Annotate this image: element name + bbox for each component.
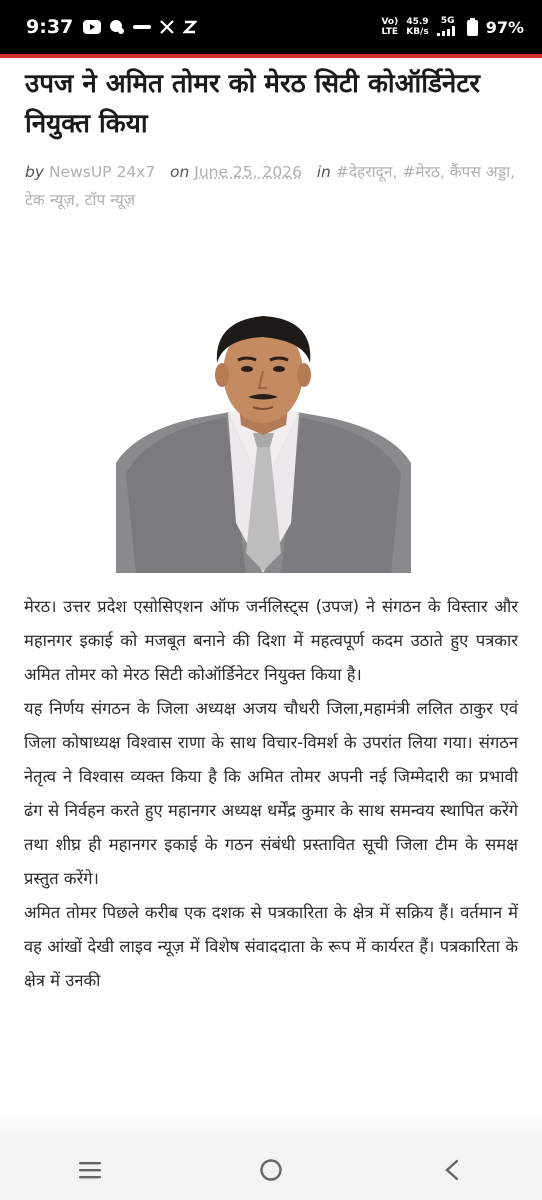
speed-value: 45.9: [406, 17, 429, 27]
article-body: [24, 590, 518, 998]
network-speed: [406, 17, 428, 37]
author-link[interactable]: NewsUP 24x7: [48, 163, 156, 181]
recent-apps-button[interactable]: [70, 1150, 110, 1190]
home-circle-icon: [259, 1158, 283, 1182]
bottom-fade: [0, 1112, 542, 1140]
menu-icon: [79, 1161, 101, 1179]
on-label: on: [170, 163, 190, 181]
in-label: in: [316, 163, 331, 181]
home-button[interactable]: [251, 1150, 291, 1190]
system-nav-bar: [0, 1140, 542, 1200]
date-link[interactable]: June 25, 2026: [194, 163, 302, 181]
x-icon: [159, 19, 175, 35]
status-right: [381, 16, 524, 39]
signal-strength: [437, 16, 459, 39]
category-links[interactable]: #देहरादून, #मेरठ, कैंपस अड्डा, टेक न्यूज़, टॉप न्यूज़: [25, 163, 516, 209]
article-title: उपज ने अमित तोमर को मेरठ सिटी कोऑर्डिनेटर नियुक्त किया: [25, 69, 481, 139]
speed-unit: KB/s: [406, 27, 429, 37]
network-type: [381, 17, 398, 37]
youtube-icon: [83, 20, 101, 34]
article-photo: [116, 313, 411, 573]
network-top: Vo): [381, 17, 399, 27]
back-button[interactable]: [432, 1150, 472, 1190]
battery-level: 97%: [485, 17, 524, 37]
battery-icon: [467, 18, 478, 36]
by-label: by: [25, 163, 45, 181]
signal-label: 5G: [440, 15, 455, 26]
paragraph-3: अमित तोमर पिछले करीब एक दशक से पत्रकारिता के क्षेत्र में सक्रिय हैं। वर्तमान में वह आंखों देखी लाइव न्यूज़ में विशेष संवाददाता के रूप में कार्यरत हैं। पत्रकारिता के क्षेत्र में उनकी: [24, 903, 518, 990]
article-meta: [25, 158, 520, 214]
app-icon: [133, 22, 151, 32]
back-chevron-icon: [444, 1159, 460, 1181]
paragraph-1: मेरठ। उत्तर प्रदेश एसोसिएशन ऑफ जर्नलिस्ट्स (उपज) ने संगठन के विस्तार और महानगर इकाई को मजबूत बनाने की दिशा में महत्वपूर्ण कदम उठाते हुए पत्रकार अमित तोमर को मेरठ सिटी कोऑर्डिनेटर नियुक्त किया है।: [24, 597, 518, 684]
status-time: 9:37: [26, 16, 74, 38]
network-bottom: LTE: [381, 27, 399, 37]
status-bar: [0, 0, 542, 54]
zee-icon: [183, 19, 197, 35]
paragraph-2: यह निर्णय संगठन के जिला अध्यक्ष अजय चौधरी जिला,महामंत्री ललित ठाकुर एवं जिला कोषाध्यक्ष विश्वास राणा के साथ विचार-विमर्श के उपरांत लिया गया। संगठन नेतृत्व ने विश्वास व्यक्त किया है कि अमित तोमर अपनी नई जिम्मेदारी का प्रभावी ढंग से निर्वहन करते हुए महानगर अध्यक्ष धर्मेंद्र कुमार के साथ समन्वय स्थापित करेंगे तथा शीघ्र ही महानगर इकाई के गठन संबंधी प्रस्तावित सूची जिला टीम के समक्ष प्रस्तुत करेंगे।: [24, 699, 518, 888]
header-accent-line: [0, 54, 542, 58]
notification-app-icon: [109, 19, 125, 35]
signal-icon: [437, 26, 459, 36]
